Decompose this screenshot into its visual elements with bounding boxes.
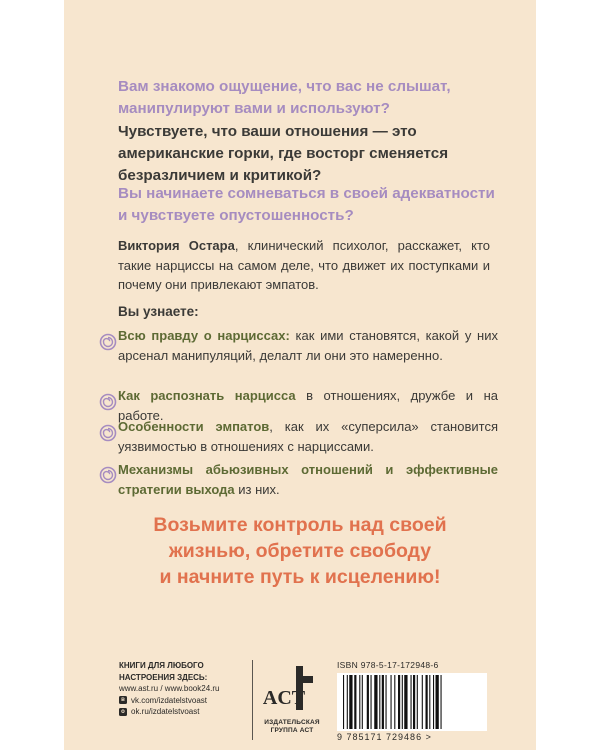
learn-item-4: [118, 460, 498, 499]
spiral-bullet-icon: [99, 333, 117, 351]
learn-item-1-text: как ими становятся, какой у них арсенал манипуляций, делалт ли они это намеренно.: [118, 328, 498, 363]
question-2: Чувствуете, что ваши отношения — это американские горки, где восторг сменяется безразличием и критикой?: [118, 123, 449, 184]
vk-link-label: vk.com/izdatelstvoast: [131, 695, 208, 705]
ast-logo-text: ACT: [262, 687, 306, 709]
learn-item-2-bold: Как распознать нарцисса: [118, 388, 296, 403]
cta-line-3: и начните путь к исцелению!: [159, 566, 441, 588]
author-paragraph: [118, 236, 490, 295]
spiral-bullet-icon: [99, 466, 117, 484]
call-to-action: [100, 512, 500, 590]
barcode-icon: [337, 673, 487, 731]
publisher-caption: [262, 719, 322, 735]
footer-header-1: КНИГИ ДЛЯ ЛЮБОГО: [119, 661, 204, 670]
isbn: ISBN 978-5-17-172948-6: [337, 660, 439, 670]
publisher-caption-line-2: ГРУППА АСТ: [270, 727, 314, 734]
question-3: Вы начинаете сомневаться в своей адекватности и чувствуете опустошенность?: [118, 185, 495, 224]
footer-divider: [252, 660, 253, 740]
learn-item-2-text: в отношениях, дружбе и на работе.: [118, 388, 498, 423]
vk-link[interactable]: [119, 695, 244, 707]
barcode-number: 9 785171 729486 >: [337, 732, 432, 742]
learn-item-1-bold: Всю правду о нарциссах:: [118, 328, 290, 343]
ok-link-label: ok.ru/izdatelstvoast: [131, 707, 200, 716]
cta-line-1: Возьмите контроль над своей: [153, 514, 447, 536]
spiral-bullet-icon: [99, 393, 117, 411]
footer-sites[interactable]: www.ast.ru / www.book24.ru: [119, 684, 220, 693]
learn-item-3: [118, 417, 498, 456]
learn-item-1: [118, 326, 498, 365]
footer-header-2: НАСТРОЕНИЯ ЗДЕСЬ:: [119, 672, 208, 682]
cta-line-2: жизнью, обретите свободу: [168, 540, 432, 562]
learn-item-3-bold: Особенности эмпатов: [118, 419, 270, 434]
publisher-caption-line-1: ИЗДАТЕЛЬСКАЯ: [264, 719, 320, 726]
barcode-block: [337, 660, 497, 742]
author-name: Виктория Остара: [118, 238, 235, 253]
vk-icon: в: [119, 696, 127, 704]
ok-link[interactable]: [119, 706, 244, 718]
learn-title: Вы узнаете:: [118, 304, 199, 319]
ast-logo-icon: [262, 664, 322, 712]
footer-links: [119, 660, 244, 718]
publisher-logo: [262, 664, 322, 735]
spiral-bullet-icon: [99, 424, 117, 442]
author-description: , клинический психолог, расскажет, кто такие нарциссы на самом деле, что движет их поступками и почему они привлекают эмпатов.: [118, 238, 490, 292]
question-1: Вам знакомо ощущение, что вас не слышат, манипулируют вами и используют?: [118, 78, 451, 117]
learn-item-4-text: из них.: [234, 481, 280, 497]
learn-item-3-text: , как их «суперсила» становится уязвимостью в отношениях с нарциссами.: [118, 419, 498, 454]
odnoklassniki-icon: о: [119, 708, 127, 716]
learn-item-4-bold: Механизмы абьюзивных отношений и эффективные стратегии выхода: [118, 462, 498, 497]
